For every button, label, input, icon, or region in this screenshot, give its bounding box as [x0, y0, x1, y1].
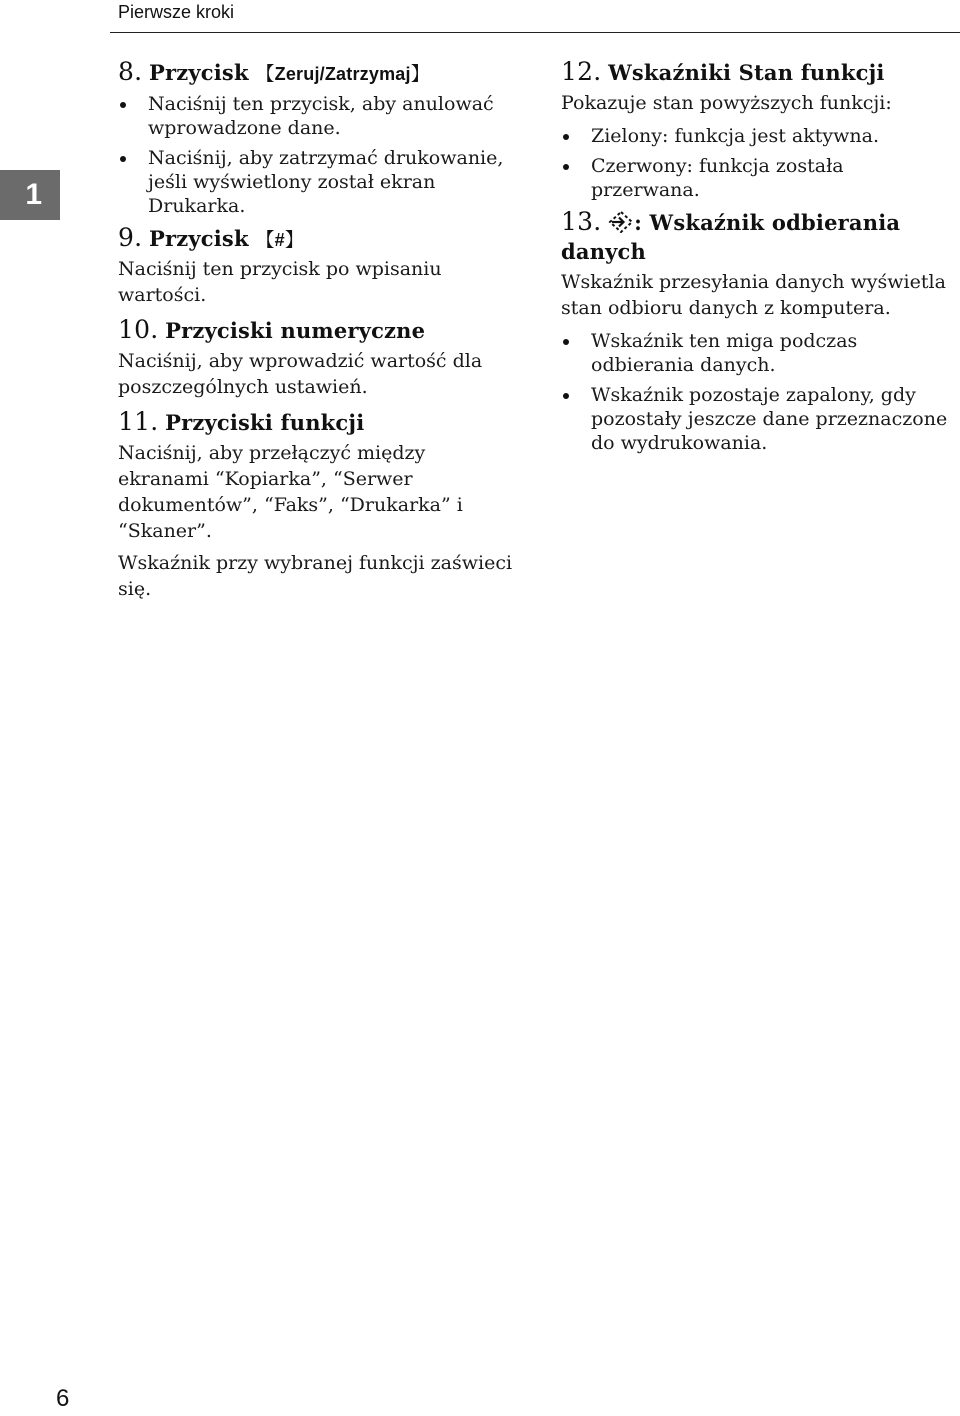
section-9-text: Naciśnij ten przycisk po wpisaniu wartości. — [118, 258, 442, 306]
bracket-open: 【 — [255, 63, 275, 85]
bullet-text: Wskaźnik pozostaje zapalony, gdy pozostały jeszcze dane przeznaczone do wydrukowania. — [591, 384, 948, 454]
bracket-open: 【 — [255, 229, 275, 251]
bullet-text: Naciśnij ten przycisk, aby anulować wprowadzone dane. — [148, 93, 494, 139]
list-item — [561, 124, 956, 148]
section-13-heading — [561, 208, 956, 267]
bracket-close: 】 — [410, 63, 430, 85]
section-9-key-label: # — [274, 230, 285, 250]
bullet-text: Wskaźnik ten miga podczas odbierania danych. — [591, 330, 858, 376]
bullet-text: Naciśnij, aby zatrzymać drukowanie, jeśli wyświetlony został ekran Drukarka. — [148, 147, 504, 217]
section-12-title: Wskaźniki Stan funkcji — [608, 60, 885, 85]
header-rule — [110, 32, 960, 33]
bracket-close: 】 — [284, 229, 305, 251]
bullet-icon — [563, 164, 569, 170]
section-9-number: 9. — [118, 223, 143, 252]
bullet-icon — [563, 134, 569, 140]
section-8-heading — [118, 58, 518, 88]
section-11-text-2: Wskaźnik przy wybranej funkcji zaświeci się. — [118, 552, 513, 600]
list-item — [561, 154, 956, 202]
section-9-heading — [118, 224, 518, 254]
data-receive-icon — [608, 211, 634, 233]
bullet-icon — [563, 393, 569, 399]
section-8-title: Przycisk — [148, 60, 249, 85]
right-column — [561, 58, 956, 461]
section-10-number: 10. — [118, 315, 159, 344]
section-11-number: 11. — [118, 407, 159, 436]
section-8 — [118, 58, 518, 218]
list-item — [561, 383, 956, 455]
section-12-bullets — [561, 124, 956, 202]
section-9 — [118, 224, 518, 308]
section-10-text: Naciśnij, aby wprowadzić wartość dla poszczególnych ustawień. — [118, 350, 483, 398]
section-10-heading — [118, 316, 518, 346]
list-item — [561, 329, 956, 377]
section-11 — [118, 408, 518, 602]
section-8-key-label: Zeruj/Zatrzymaj — [274, 64, 411, 84]
page-number: 6 — [56, 1385, 70, 1412]
bullet-icon — [120, 102, 126, 108]
section-11-title: Przyciski funkcji — [165, 410, 365, 435]
section-13-text: Wskaźnik przesyłania danych wyświetla stan odbioru danych z komputera. — [561, 271, 946, 319]
section-10 — [118, 316, 518, 400]
section-13-title: : Wskaźnik odbierania danych — [561, 210, 901, 264]
section-12 — [561, 58, 956, 202]
left-column — [118, 58, 518, 608]
list-item — [118, 146, 518, 218]
section-9-title: Przycisk — [148, 226, 249, 251]
chapter-tab: 1 — [0, 170, 60, 220]
section-12-heading — [561, 58, 956, 88]
section-13-bullets — [561, 329, 956, 455]
section-8-number: 8. — [118, 57, 143, 86]
bullet-text: Zielony: funkcja jest aktywna. — [591, 125, 880, 147]
page-header-title: Pierwsze kroki — [118, 2, 235, 22]
bullet-icon — [563, 339, 569, 345]
section-11-text-1: Naciśnij, aby przełączyć między ekranami “Kopiarka”, “Serwer dokumentów”, “Faks”, “Drukarka” i “Skaner”. — [118, 442, 463, 542]
section-13-number: 13. — [561, 207, 602, 236]
list-item — [118, 92, 518, 140]
section-12-number: 12. — [561, 57, 602, 86]
bullet-text: Czerwony: funkcja została przerwana. — [591, 155, 844, 201]
bullet-icon — [120, 156, 126, 162]
section-10-title: Przyciski numeryczne — [165, 318, 426, 343]
section-13 — [561, 208, 956, 455]
section-8-bullets — [118, 92, 518, 218]
section-11-heading — [118, 408, 518, 438]
section-12-text: Pokazuje stan powyższych funkcji: — [561, 92, 892, 114]
